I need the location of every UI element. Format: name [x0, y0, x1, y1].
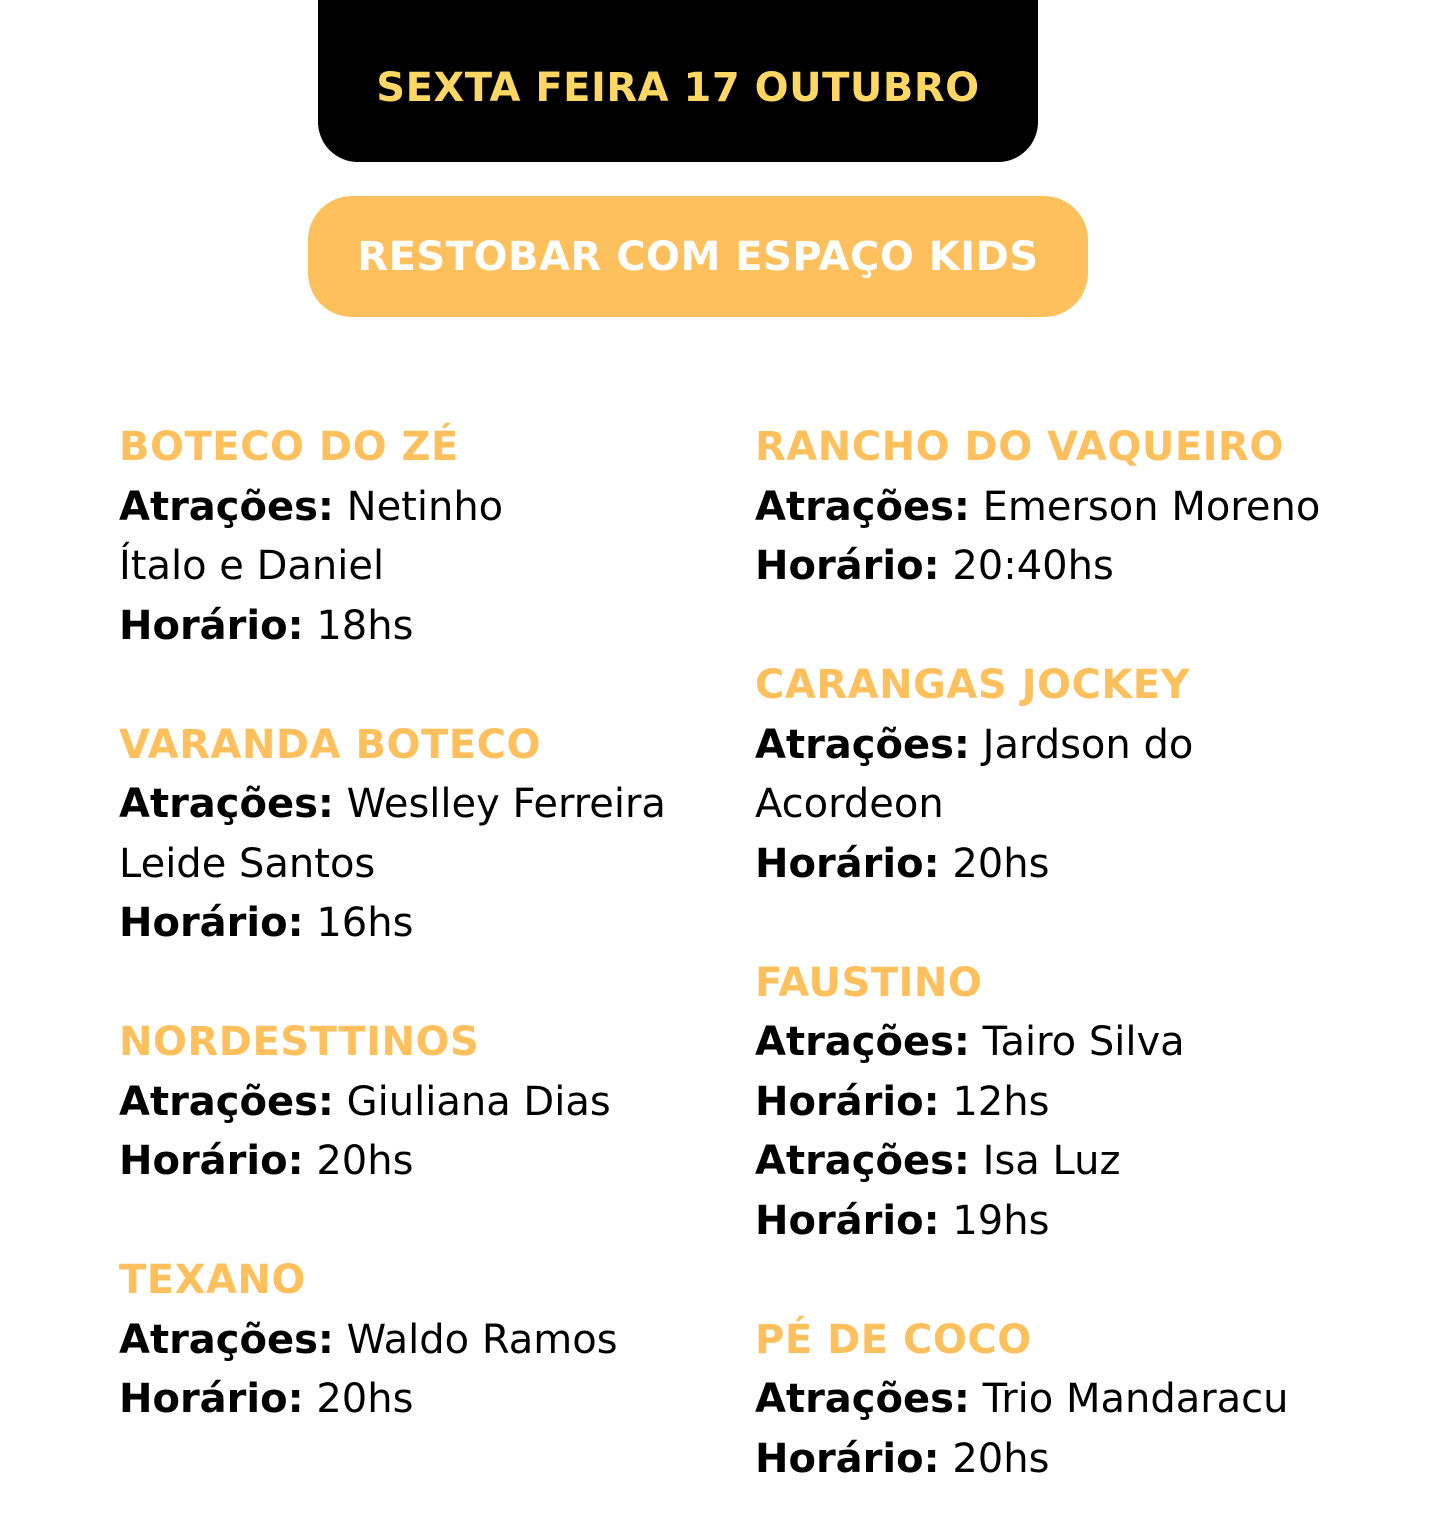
time-line: [755, 537, 1395, 597]
venue-name: TEXANO: [119, 1257, 306, 1303]
attractions-value: Jardson do: [982, 721, 1194, 768]
attractions-line: [119, 1073, 719, 1133]
time-line: [755, 835, 1395, 895]
time-value: 20hs: [952, 1435, 1050, 1482]
time-label: Horário:: [119, 1376, 304, 1422]
time-line: [119, 597, 719, 657]
attractions-value-2: Isa Luz: [982, 1138, 1121, 1184]
time-label: Horário:: [119, 602, 304, 649]
category-pill: [308, 196, 1088, 317]
time-line: [755, 1430, 1395, 1490]
venue-name: FAUSTINO: [755, 959, 983, 1006]
time-value-2: 19hs: [952, 1197, 1050, 1244]
date-banner: [318, 0, 1038, 162]
attractions-label: Atrações:: [755, 1019, 970, 1065]
venue-name: BOTECO DO ZÉ: [119, 424, 459, 470]
time-label: Horário:: [755, 543, 940, 589]
time-value: 12hs: [952, 1078, 1050, 1125]
attractions-line: [755, 1013, 1395, 1073]
time-line: [119, 894, 719, 954]
time-line: [119, 1132, 719, 1192]
attractions-label: Atrações:: [755, 1138, 970, 1184]
category-label: RESTOBAR COM ESPAÇO KIDS: [357, 233, 1039, 280]
venue-boteco-do-ze: [119, 418, 719, 656]
time-value: 20hs: [952, 840, 1050, 887]
right-column: [755, 418, 1395, 1489]
time-value: 20hs: [316, 1376, 414, 1422]
attractions-value: Netinho: [346, 483, 504, 530]
attractions-line: [119, 775, 719, 835]
venue-name: NORDESTTINOS: [119, 1019, 480, 1065]
venue-rancho-do-vaqueiro: [755, 418, 1395, 597]
time-label: Horário:: [755, 1197, 940, 1244]
venue-name: PÉ DE COCO: [755, 1316, 1032, 1363]
time-value: 18hs: [316, 602, 414, 649]
time-label: Horário:: [755, 1435, 940, 1482]
attractions-line-2: [755, 1132, 1395, 1192]
attractions-line: [755, 478, 1395, 538]
time-line: [119, 1370, 719, 1430]
attractions-label: Atrações:: [755, 483, 970, 530]
time-value: 20hs: [316, 1138, 414, 1184]
time-value: 16hs: [316, 900, 414, 946]
attractions-label: Atrações:: [755, 1376, 970, 1422]
venue-texano: [119, 1251, 719, 1430]
attractions-value: Trio Mandaracu: [982, 1376, 1289, 1422]
attractions-label: Atrações:: [119, 483, 334, 530]
time-line-2: [755, 1192, 1395, 1252]
attractions-extra: Leide Santos: [119, 840, 376, 887]
time-label: Horário:: [119, 900, 304, 946]
attractions-line: [119, 1311, 719, 1371]
attractions-extra: Acordeon: [755, 781, 944, 827]
attractions-line: [119, 478, 719, 538]
time-value: 20:40hs: [952, 543, 1114, 589]
attractions-label: Atrações:: [119, 1078, 334, 1125]
time-label: Horário:: [755, 840, 940, 887]
date-label: SEXTA FEIRA 17 OUTUBRO: [376, 65, 980, 111]
attractions-value: Waldo Ramos: [346, 1316, 618, 1363]
attractions-label: Atrações:: [119, 1316, 334, 1363]
time-line: [755, 1073, 1395, 1133]
time-label: Horário:: [119, 1138, 304, 1184]
venue-varanda-boteco: [119, 716, 719, 954]
attractions-extra: Ítalo e Daniel: [119, 543, 385, 589]
attractions-line: [755, 1370, 1395, 1430]
left-column: [119, 418, 719, 1430]
venue-nordesttinos: [119, 1013, 719, 1192]
venue-carangas-jockey: [755, 656, 1395, 894]
attractions-value: Emerson Moreno: [982, 483, 1321, 530]
venue-faustino: [755, 954, 1395, 1252]
time-label: Horário:: [755, 1078, 940, 1125]
attractions-value: Weslley Ferreira: [346, 781, 666, 827]
venue-name: VARANDA BOTECO: [119, 721, 541, 768]
venue-name: RANCHO DO VAQUEIRO: [755, 424, 1284, 470]
attractions-label: Atrações:: [755, 721, 970, 768]
attractions-label: Atrações:: [119, 781, 334, 827]
attractions-value: Giuliana Dias: [346, 1078, 611, 1125]
attractions-line: [755, 716, 1395, 776]
attractions-value: Tairo Silva: [982, 1019, 1185, 1065]
venue-name: CARANGAS JOCKEY: [755, 662, 1191, 708]
venue-pe-de-coco: [755, 1311, 1395, 1490]
